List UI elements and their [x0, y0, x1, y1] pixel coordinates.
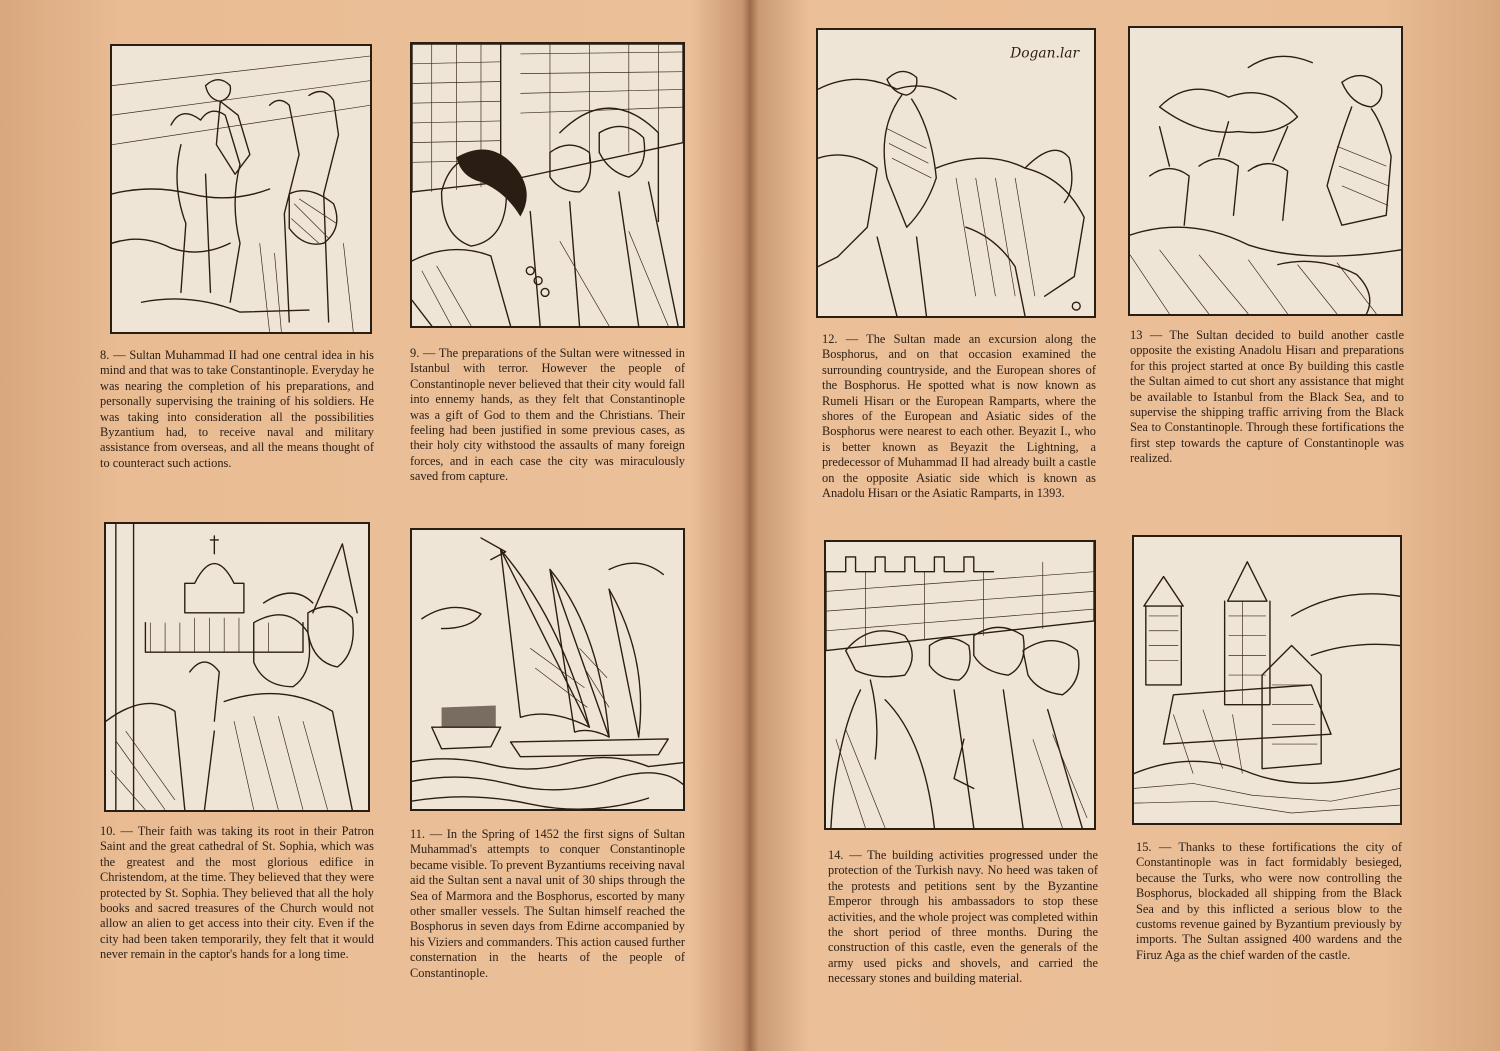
saint-sophia-drawing [106, 524, 368, 810]
illustration-panel-8 [110, 44, 372, 334]
caption-8: 8. — Sultan Muhammad II had one central idea in his mind and that was to take Constantinople. Everyday he was nearing the completion of his preparations, and personally supervising the training of his soldiers. He was taking into consideration all the possibilities Byzantium had, to receive naval and military assistance from overseas, and all the means thought of to counteract such actions. [100, 348, 374, 470]
castle-preparations-drawing [1130, 28, 1401, 314]
artist-signature: Dogan.lar [1010, 45, 1080, 62]
illustration-panel-13 [1128, 26, 1403, 316]
caption-12: 12. — The Sultan made an excursion along the Bosphorus, and on that occasion examined the surrounding countryside, and the European shores of the Bosphorus. He spotted what is now known as Rumeli Hisarı or the European Ramparts, where the shores of the European and Asiatic sides of the Bosphorus were nearest to each other. Beyazit I., who is better known as Beyazit the Lightning, a predecessor of Muhammad II had already built a castle on the opposite Asiatic side which is known as Anadolu Hisarı or the Asiatic Ramparts, in 1393. [822, 332, 1096, 501]
caption-9: 9. — The preparations of the Sultan were witnessed in Istanbul with terror. However the people of Constantinople never believed that their city would fall into ennemy hands, as they felt that Constantinople was a gift of God to them and the Christians. Their feeling had been justified in some previous cases, as their holy city withstood the assaults of many foreign forces, and in each case the city was miraculously saved from capture. [410, 346, 685, 484]
right-page [750, 0, 1500, 1051]
illustration-panel-15 [1132, 535, 1402, 825]
illustration-panel-14 [824, 540, 1096, 830]
castle-fortifications-drawing [1134, 537, 1400, 823]
caption-15: 15. — Thanks to these fortifications the city of Constantinople was in fact formidably besieged, because the Turks, who were now controlling the Bosphorus, blockaded all shipping from the Black Sea and by this inflicted a serious blow to the customs revenue gained by Byzantium previously by imports. The Sultan assigned 400 wardens and the Firuz Aga as the chief warden of the castle. [1136, 840, 1402, 962]
sultan-excursion-drawing [818, 30, 1094, 316]
sultan-horseback-drawing [112, 46, 370, 332]
illustration-panel-9 [410, 42, 685, 328]
caption-13: 13 — The Sultan decided to build another castle opposite the existing Anadolu Hisarı and preparations for this project started at once By building this castle the Sultan aimed to cut short any assistance that might be available to Istanbul from the Black Sea, and to supervise the shipping traffic arriving from the Black Sea to Constantinople. Through these fortifications the first step towards the capture of Constantinople was realized. [1130, 328, 1404, 466]
building-activities-drawing [826, 542, 1094, 828]
sailing-ships-drawing [412, 530, 683, 809]
illustration-panel-12 [816, 28, 1096, 318]
illustration-panel-11 [410, 528, 685, 811]
caption-10: 10. — Their faith was taking its root in their Patron Saint and the great cathedral of St. Sophia, which was the greatest and the most glorious edifice in Christendom, at the time. They believed that they were protected by St. Sophia. They believed that all the holy books and sacred treasures of the Church would not allow an alien to get access into their city. Even if the city had been taken temporarily, they felt that it would never remain in the captor's hands for a long time. [100, 824, 374, 962]
city-walls-crowd-drawing [412, 44, 683, 326]
caption-11: 11. — In the Spring of 1452 the first signs of Sultan Muhammad's attempts to conquer Constantinople became visible. To prevent Byzantiums receiving naval aid the Sultan sent a naval unit of 30 ships through the Sea of Marmora and the Bosphorus, escorted by many other smaller vessels. The Sultan himself reached the Bosphorus in seven days from Edirne accompanied by his Viziers and commanders. This action caused further consternation in the hearts of the people of Constantinople. [410, 827, 685, 980]
illustration-panel-10 [104, 522, 370, 812]
caption-14: 14. — The building activities progressed under the protection of the Turkish navy. No heed was taken of the protests and petitions sent by the Byzantine Emperor through his ambassadors to stop these activities, and the whole project was completed within the short period of three months. During the construction of this castle, even the generals of the army used picks and shovels, and carried the necessary stones and building material. [828, 848, 1098, 986]
